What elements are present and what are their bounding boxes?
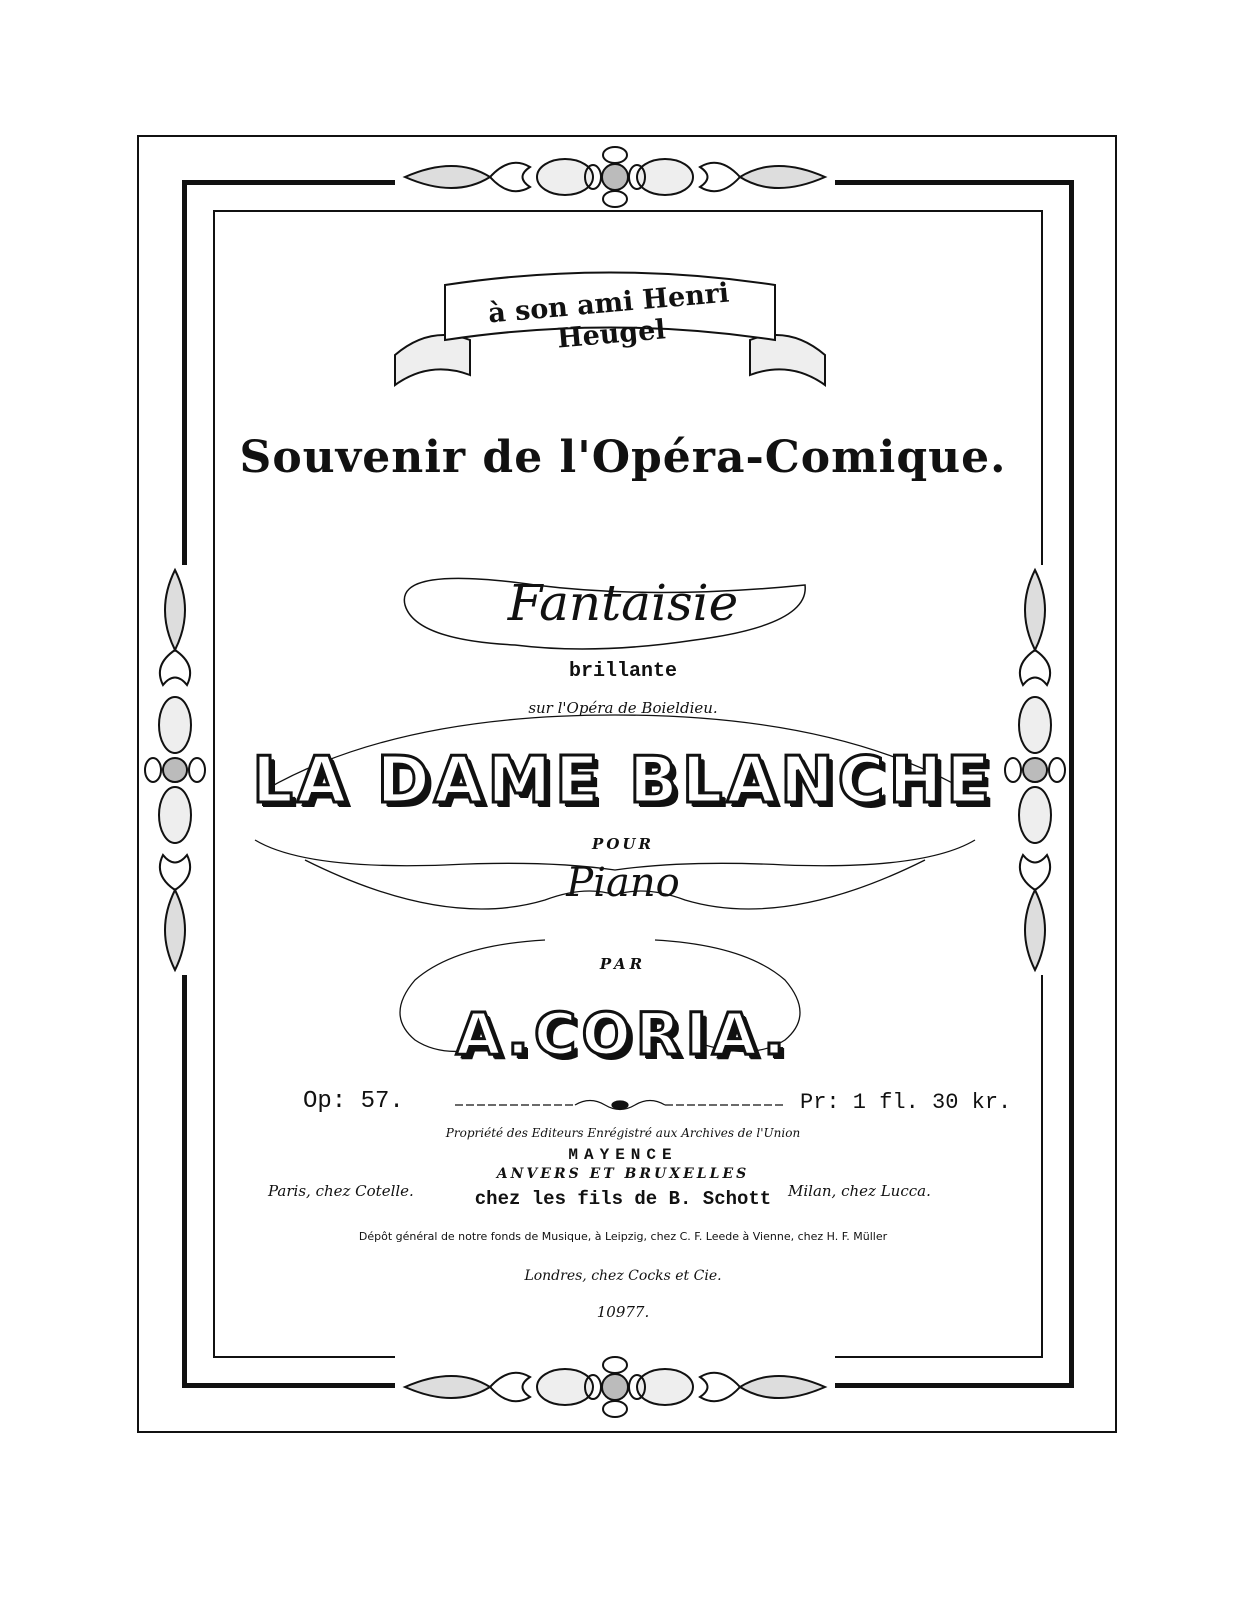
piano: Piano: [566, 860, 680, 906]
paris: Paris, chez Cotelle.: [268, 1182, 414, 1200]
divider-ornament: [455, 1098, 785, 1112]
propriete: Propriété des Editeurs Enrégistré aux Archives de l'Union: [445, 1126, 801, 1140]
brillante: brillante: [568, 660, 678, 683]
par: PAR: [599, 955, 647, 973]
bottom-ornament: [395, 1355, 835, 1420]
fantaisie: Fantaisie: [507, 574, 739, 632]
price: Pr: 1 fl. 30 kr.: [800, 1090, 1012, 1115]
publisher: chez les fils de B. Schott: [474, 1188, 772, 1210]
londres: Londres, chez Cocks et Cie.: [524, 1268, 722, 1284]
main-title: LA DAME BLANCHE: [252, 744, 994, 818]
composer: A.CORIA.: [455, 1000, 791, 1068]
dedication: à son ami Henri Heugel: [486, 277, 731, 355]
top-ornament: [395, 145, 835, 210]
sur-opera: sur l'Opéra de Boieldieu.: [528, 699, 718, 717]
anvers: ANVERS ET BRUXELLES: [496, 1166, 750, 1182]
city: MAYENCE: [568, 1146, 678, 1164]
souvenir-heading: Souvenir de l'Opéra-Comique.: [239, 432, 1007, 483]
opus: Op: 57.: [303, 1088, 404, 1115]
pour: POUR: [592, 835, 654, 853]
plate-number: 10977.: [596, 1303, 650, 1321]
depot: Dépôt général de notre fonds de Musique, à Leipzig, chez C. F. Leede à Vienne, chez H. F. Müller: [358, 1230, 888, 1243]
milan: Milan, chez Lucca.: [788, 1182, 931, 1200]
